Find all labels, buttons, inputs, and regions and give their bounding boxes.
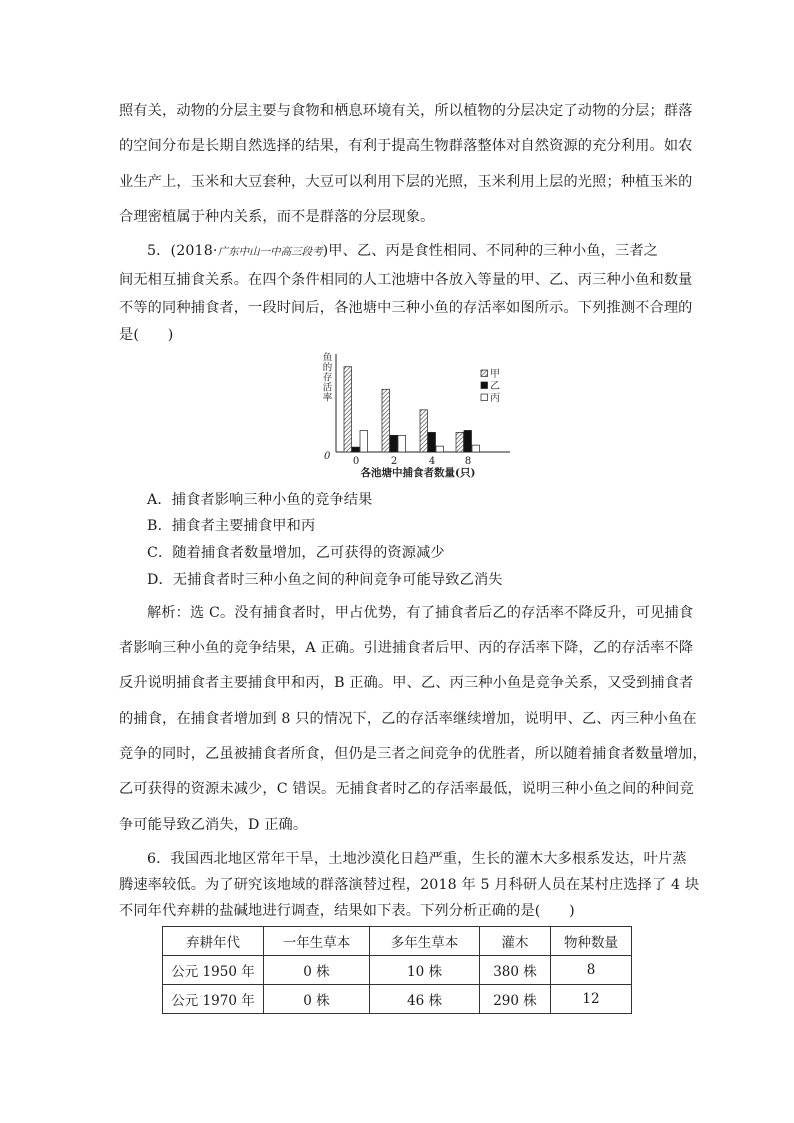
analysis-line: 竞争的同时，乙虽被捕食者所食，但仍是三者之间竞争的优胜者，所以随着捕食者数量增加， — [119, 746, 707, 762]
question-6-stem: 6．我国西北地区常年干旱，土地沙漠化日趋严重，生长的灌木大多根系发达，叶片蒸 — [147, 851, 687, 867]
table-cell: 12 — [551, 985, 632, 1014]
table-cell: 46 株 — [370, 985, 480, 1014]
question-5-stem — [147, 241, 658, 262]
paragraph-line: 合理密植属于种内关系，而不是群落的分层现象。 — [119, 209, 435, 225]
bar-丙-4 — [436, 446, 444, 452]
paragraph-line: 的空间分布是长期自然选择的结果，有利于提高生物群落整体对自然资源的充分利用。如农 — [119, 138, 693, 154]
bar-甲-2 — [382, 389, 390, 452]
table-cell: 290 株 — [480, 985, 551, 1014]
question-line: 腾速率较低。为了研究该地域的群落演替过程，2018 年 5 月科研人员在某村庄选择了 4 块 — [119, 877, 700, 893]
table-cell: 0 株 — [264, 985, 370, 1014]
question-line: 不同年代弃耕的盐碱地进行调查，结果如下表。下列分析正确的是( ) — [119, 903, 575, 919]
legend-swatch-甲 — [481, 370, 488, 377]
paragraph-line: 照有关，动物的分层主要与食物和栖息环境有关，所以植物的分层决定了动物的分层；群落 — [119, 103, 693, 119]
analysis-line: 乙可获得的资源未减少，C 错误。无捕食者时乙的存活率最低，说明三种小鱼之间的种间竞 — [119, 781, 694, 797]
x-tick-label: 8 — [464, 456, 472, 467]
x-tick-label: 4 — [428, 456, 436, 467]
bar-丙-8 — [472, 445, 480, 452]
x-tick-label: 2 — [390, 456, 398, 467]
bar-乙-0 — [352, 447, 360, 452]
question-text: )甲、乙、丙是食性相同、不同种的三种小鱼，三者之 — [322, 243, 659, 259]
legend-swatch-乙 — [481, 382, 488, 389]
table-header-cell: 灌木 — [480, 927, 551, 956]
question-line: 不等的同种捕食者，一段时间后，各池塘中三种小鱼的存活率如图所示。下列推测不合理的 — [119, 300, 693, 316]
legend-label-乙: 乙 — [490, 381, 500, 392]
table-row — [163, 956, 632, 985]
analysis-line: 的捕食，在捕食者增加到 8 只的情况下，乙的存活率继续增加，说明甲、乙、丙三种小鱼在 — [119, 711, 697, 727]
bar-丙-0 — [360, 430, 368, 452]
table-header-row — [163, 927, 632, 956]
bar-甲-0 — [344, 367, 352, 452]
table-cell: 公元 1950 年 — [163, 956, 264, 985]
option-a: A．捕食者影响三种小鱼的竞争结果 — [147, 492, 373, 508]
question-line: 间无相互捕食关系。在四个条件相同的人工池塘中各放入等量的甲、乙、丙三种小鱼和数量 — [119, 272, 693, 288]
x-axis-label: 各池塘中捕食者数量(只) — [360, 467, 476, 479]
bar-乙-2 — [390, 435, 398, 452]
table-header-cell: 多年生草本 — [370, 927, 480, 956]
bar-乙-8 — [464, 430, 472, 452]
y-axis-label: 鱼的存活率 — [320, 352, 332, 402]
bar-丙-2 — [398, 435, 406, 452]
x-tick-label: 0 — [352, 456, 360, 467]
bar-甲-4 — [420, 410, 428, 452]
table-header-cell: 物种数量 — [551, 927, 632, 956]
data-table — [162, 926, 632, 1014]
table-cell: 10 株 — [370, 956, 480, 985]
analysis-line: 争可能导致乙消失，D 正确。 — [119, 817, 308, 833]
legend-label-丙: 丙 — [490, 393, 500, 404]
table-row — [163, 985, 632, 1014]
question-line: 是( ) — [119, 327, 174, 343]
legend-swatch-丙 — [481, 394, 488, 401]
question-number: 5．(2018· — [147, 243, 218, 259]
table-cell: 0 株 — [264, 956, 370, 985]
option-c: C．随着捕食者数量增加，乙可获得的资源减少 — [147, 545, 445, 561]
analysis-line: 反升说明捕食者主要捕食甲和丙，B 正确。甲、乙、丙三种小鱼是竞争关系，又受到捕食者 — [119, 675, 694, 691]
analysis-line: 解析：选 C。没有捕食者时，甲占优势，有了捕食者后乙的存活率不降反升，可见捕食 — [147, 605, 694, 621]
option-d: D．无捕食者时三种小鱼之间的种间竞争可能导致乙消失 — [147, 572, 503, 588]
survival-rate-chart — [318, 348, 518, 488]
legend-label-甲: 甲 — [490, 369, 500, 380]
table-header-cell: 弃耕年代 — [163, 927, 264, 956]
table-cell: 8 — [551, 956, 632, 985]
paragraph-line: 业生产上，玉米和大豆套种，大豆可以利用下层的光照，玉米利用上层的光照；种植玉米的 — [119, 174, 693, 190]
origin-label: 0 — [324, 451, 331, 462]
table-cell: 公元 1970 年 — [163, 985, 264, 1014]
option-b: B．捕食者主要捕食甲和丙 — [147, 518, 316, 534]
table-cell: 380 株 — [480, 956, 551, 985]
bar-甲-8 — [456, 432, 464, 452]
bar-chart-svg — [318, 348, 518, 488]
analysis-line: 者影响三种小鱼的竞争结果，A 正确。引进捕食者后甲、丙的存活率下降，乙的存活率不降 — [119, 640, 694, 656]
bar-乙-4 — [428, 432, 436, 452]
table-header-cell: 一年生草本 — [264, 927, 370, 956]
question-source: 广东中山一中高三段考 — [217, 246, 323, 258]
